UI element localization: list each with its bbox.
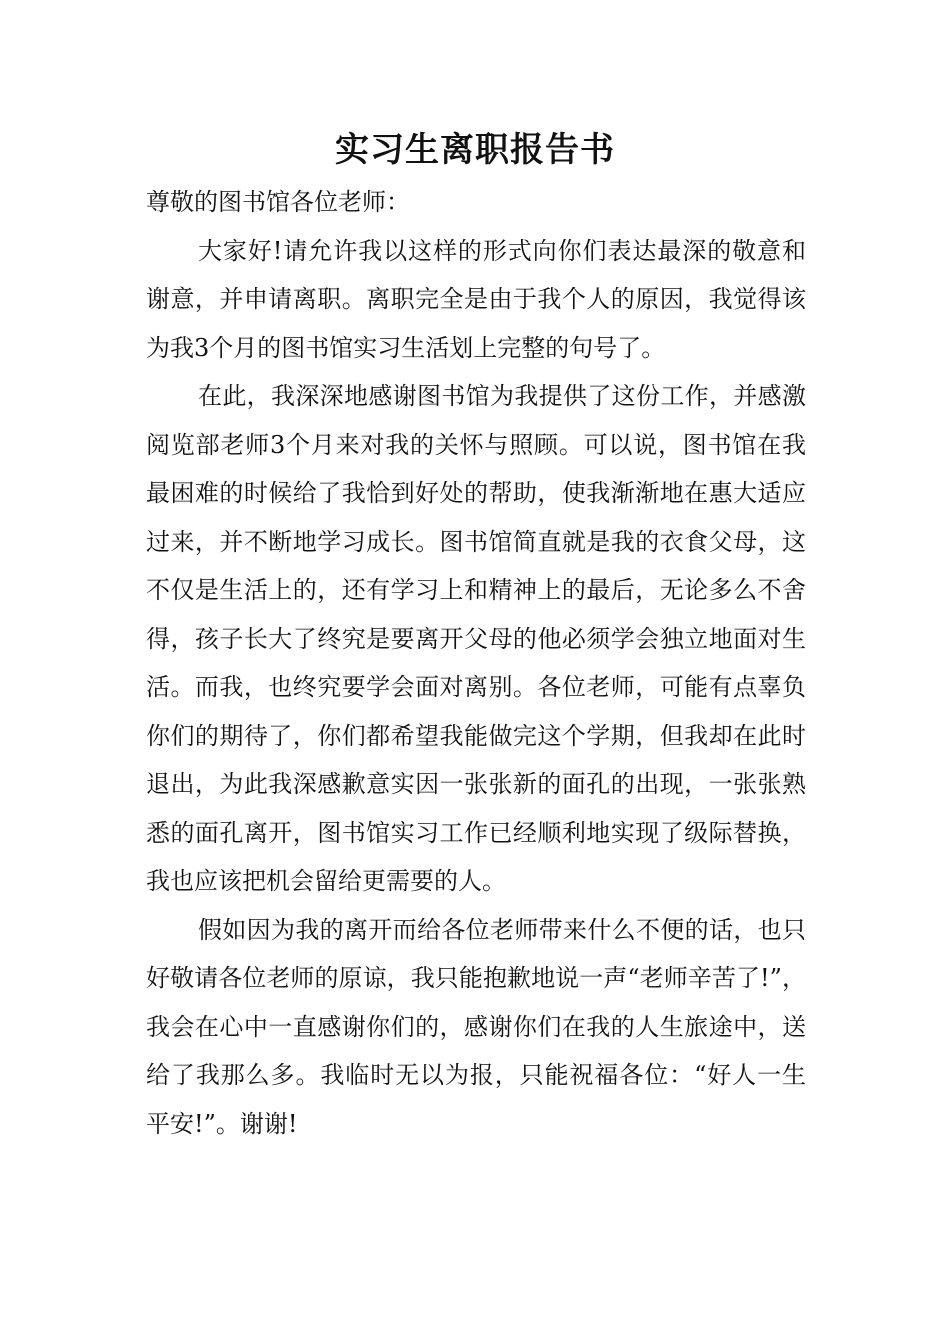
document-title: 实习生离职报告书 [335, 130, 615, 170]
document-body [146, 178, 806, 1148]
paragraph-gratitude: 在此，我深深地感谢图书馆为我提供了这份工作，并感激阅览部老师3个月来对我的关怀与照顾。可以说，图书馆在我最困难的时候给了我恰到好处的帮助，使我渐渐地在惠大适应过来，并不断地学习成长。图书馆简直就是我的衣食父母，这不仅是生活上的，还有学习上和精神上的最后，无论多么不舍得，孩子长大了终究是要离开父母的他必须学会独立地面对生活。而我，也终究要学会面对离别。各位老师，可能有点辜负你们的期待了，你们都希望我能做完这个学期，但我却在此时退出，为此我深感歉意实因一张张新的面孔的出现，一张张熟悉的面孔离开，图书馆实习工作已经顺利地实现了级际替换，我也应该把机会留给更需要的人。 [146, 382, 806, 895]
paragraph-greeting: 大家好!请允许我以这样的形式向你们表达最深的敬意和谢意，并申请离职。离职完全是由于我个人的原因，我觉得该为我3个月的图书馆实习生活划上完整的句号了。 [146, 236, 806, 362]
paragraph-closing: 假如因为我的离开而给各位老师带来什么不便的话，也只好敬请各位老师的原谅，我只能抱歉地说一声“老师辛苦了!”，我会在心中一直感谢你们的，感谢你们在我的人生旅途中，送给了我那么多。我临时无以为报，只能祝福各位：“好人一生平安!”。谢谢! [146, 915, 806, 1138]
salutation: 尊敬的图书馆各位老师： [146, 188, 410, 216]
